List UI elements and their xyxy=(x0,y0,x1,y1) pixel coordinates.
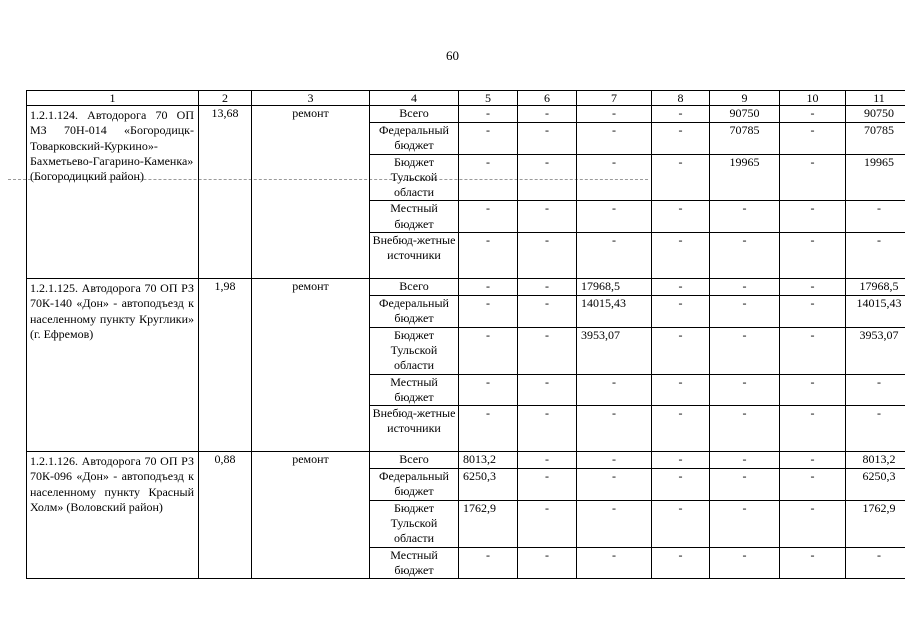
value-col-10: - xyxy=(780,279,846,296)
column-header-3: 3 xyxy=(252,91,370,106)
value-col-5: - xyxy=(459,327,518,374)
value-col-11: 8013,2 xyxy=(846,452,905,469)
value-col-5: - xyxy=(459,123,518,155)
road-program-table xyxy=(26,90,905,579)
value-col-5: - xyxy=(459,279,518,296)
value-col-10: - xyxy=(780,233,846,279)
value-col-7: - xyxy=(577,469,652,501)
value-col-10: - xyxy=(780,123,846,155)
funding-source: Всего xyxy=(370,279,459,296)
value-col-9: - xyxy=(710,406,780,452)
value-col-10: - xyxy=(780,500,846,547)
column-header-2: 2 xyxy=(199,91,252,106)
column-header-7: 7 xyxy=(577,91,652,106)
value-col-11: - xyxy=(846,201,905,233)
value-col-10: - xyxy=(780,327,846,374)
value-col-10: - xyxy=(780,201,846,233)
value-col-8: - xyxy=(652,106,710,123)
funding-source: Бюджет Тульской области xyxy=(370,500,459,547)
value-col-6: - xyxy=(518,500,577,547)
value-col-11: 70785 xyxy=(846,123,905,155)
value-col-7: - xyxy=(577,547,652,579)
road-length: 0,88 xyxy=(199,452,252,579)
value-col-8: - xyxy=(652,500,710,547)
value-col-11: 14015,43 xyxy=(846,296,905,328)
value-col-8: - xyxy=(652,406,710,452)
value-col-9: - xyxy=(710,327,780,374)
column-header-10: 10 xyxy=(780,91,846,106)
value-col-7: - xyxy=(577,201,652,233)
value-col-6: - xyxy=(518,547,577,579)
value-col-11: 6250,3 xyxy=(846,469,905,501)
value-col-11: 1762,9 xyxy=(846,500,905,547)
value-col-6: - xyxy=(518,279,577,296)
value-col-10: - xyxy=(780,296,846,328)
funding-source: Федеральный бюджет xyxy=(370,296,459,328)
value-col-7: 3953,07 xyxy=(577,327,652,374)
page-number: 60 xyxy=(446,48,459,63)
table-row xyxy=(27,106,905,123)
value-col-10: - xyxy=(780,106,846,123)
column-header-4: 4 xyxy=(370,91,459,106)
value-col-9: - xyxy=(710,296,780,328)
value-col-5: 6250,3 xyxy=(459,469,518,501)
value-col-6: - xyxy=(518,233,577,279)
column-header-9: 9 xyxy=(710,91,780,106)
value-col-8: - xyxy=(652,123,710,155)
work-type: ремонт xyxy=(252,279,370,452)
value-col-10: - xyxy=(780,452,846,469)
funding-source: Всего xyxy=(370,106,459,123)
column-header-1: 1 xyxy=(27,91,199,106)
value-col-7: - xyxy=(577,374,652,406)
value-col-5: 8013,2 xyxy=(459,452,518,469)
value-col-10: - xyxy=(780,406,846,452)
value-col-6: - xyxy=(518,296,577,328)
road-name: 1.2.1.124. Автодорога 70 ОП МЗ 70Н-014 «Богородицк-Товарковский-Куркино»-Бахметьево-Гагарино-Каменка» (Богородицкий район) xyxy=(27,106,199,279)
table-row xyxy=(27,279,905,296)
road-length: 1,98 xyxy=(199,279,252,452)
value-col-7: 14015,43 xyxy=(577,296,652,328)
value-col-6: - xyxy=(518,469,577,501)
value-col-6: - xyxy=(518,374,577,406)
value-col-5: - xyxy=(459,233,518,279)
value-col-8: - xyxy=(652,154,710,201)
funding-source: Внебюд-жетные источники xyxy=(370,406,459,452)
funding-source: Местный бюджет xyxy=(370,547,459,579)
value-col-7: - xyxy=(577,406,652,452)
table-row xyxy=(27,452,905,469)
value-col-9: - xyxy=(710,469,780,501)
value-col-7: - xyxy=(577,154,652,201)
value-col-8: - xyxy=(652,452,710,469)
value-col-8: - xyxy=(652,374,710,406)
value-col-5: - xyxy=(459,406,518,452)
funding-source: Местный бюджет xyxy=(370,374,459,406)
value-col-11: - xyxy=(846,547,905,579)
value-col-7: - xyxy=(577,500,652,547)
value-col-8: - xyxy=(652,327,710,374)
funding-source: Местный бюджет xyxy=(370,201,459,233)
value-col-7: - xyxy=(577,123,652,155)
value-col-5: - xyxy=(459,547,518,579)
value-col-5: 1762,9 xyxy=(459,500,518,547)
value-col-8: - xyxy=(652,279,710,296)
value-col-10: - xyxy=(780,469,846,501)
value-col-11: - xyxy=(846,374,905,406)
road-name: 1.2.1.126. Автодорога 70 ОП РЗ 70К-096 «Дон» - автоподъезд к населенному пункту Красный Холм» (Воловский район) xyxy=(27,452,199,579)
table-body xyxy=(27,91,905,579)
value-col-9: - xyxy=(710,279,780,296)
value-col-11: 19965 xyxy=(846,154,905,201)
value-col-11: - xyxy=(846,406,905,452)
value-col-10: - xyxy=(780,547,846,579)
value-col-10: - xyxy=(780,374,846,406)
road-length: 13,68 xyxy=(199,106,252,279)
value-col-7: - xyxy=(577,452,652,469)
header-row xyxy=(27,91,905,106)
value-col-9: - xyxy=(710,500,780,547)
value-col-6: - xyxy=(518,201,577,233)
value-col-9: - xyxy=(710,547,780,579)
value-col-9: - xyxy=(710,201,780,233)
value-col-7: 17968,5 xyxy=(577,279,652,296)
value-col-7: - xyxy=(577,233,652,279)
value-col-6: - xyxy=(518,123,577,155)
value-col-5: - xyxy=(459,201,518,233)
funding-source: Всего xyxy=(370,452,459,469)
value-col-5: - xyxy=(459,296,518,328)
value-col-11: - xyxy=(846,233,905,279)
value-col-6: - xyxy=(518,327,577,374)
value-col-5: - xyxy=(459,106,518,123)
value-col-9: - xyxy=(710,452,780,469)
column-header-6: 6 xyxy=(518,91,577,106)
funding-source: Внебюд-жетные источники xyxy=(370,233,459,279)
funding-source: Бюджет Тульской области xyxy=(370,154,459,201)
value-col-11: 3953,07 xyxy=(846,327,905,374)
column-header-5: 5 xyxy=(459,91,518,106)
value-col-8: - xyxy=(652,201,710,233)
value-col-6: - xyxy=(518,406,577,452)
value-col-9: 19965 xyxy=(710,154,780,201)
value-col-11: 17968,5 xyxy=(846,279,905,296)
value-col-5: - xyxy=(459,374,518,406)
work-type: ремонт xyxy=(252,452,370,579)
value-col-9: 70785 xyxy=(710,123,780,155)
value-col-6: - xyxy=(518,106,577,123)
value-col-10: - xyxy=(780,154,846,201)
column-header-8: 8 xyxy=(652,91,710,106)
value-col-6: - xyxy=(518,154,577,201)
funding-source: Федеральный бюджет xyxy=(370,469,459,501)
work-type: ремонт xyxy=(252,106,370,279)
value-col-8: - xyxy=(652,296,710,328)
value-col-9: - xyxy=(710,374,780,406)
value-col-11: 90750 xyxy=(846,106,905,123)
value-col-7: - xyxy=(577,106,652,123)
funding-source: Бюджет Тульской области xyxy=(370,327,459,374)
value-col-8: - xyxy=(652,469,710,501)
value-col-9: - xyxy=(710,233,780,279)
value-col-8: - xyxy=(652,547,710,579)
value-col-9: 90750 xyxy=(710,106,780,123)
funding-source: Федеральный бюджет xyxy=(370,123,459,155)
column-header-11: 11 xyxy=(846,91,905,106)
value-col-5: - xyxy=(459,154,518,201)
value-col-8: - xyxy=(652,233,710,279)
road-name: 1.2.1.125. Автодорога 70 ОП РЗ 70К-140 «Дон» - автоподъезд к населенному пункту Круглики» (г. Ефремов) xyxy=(27,279,199,452)
value-col-6: - xyxy=(518,452,577,469)
